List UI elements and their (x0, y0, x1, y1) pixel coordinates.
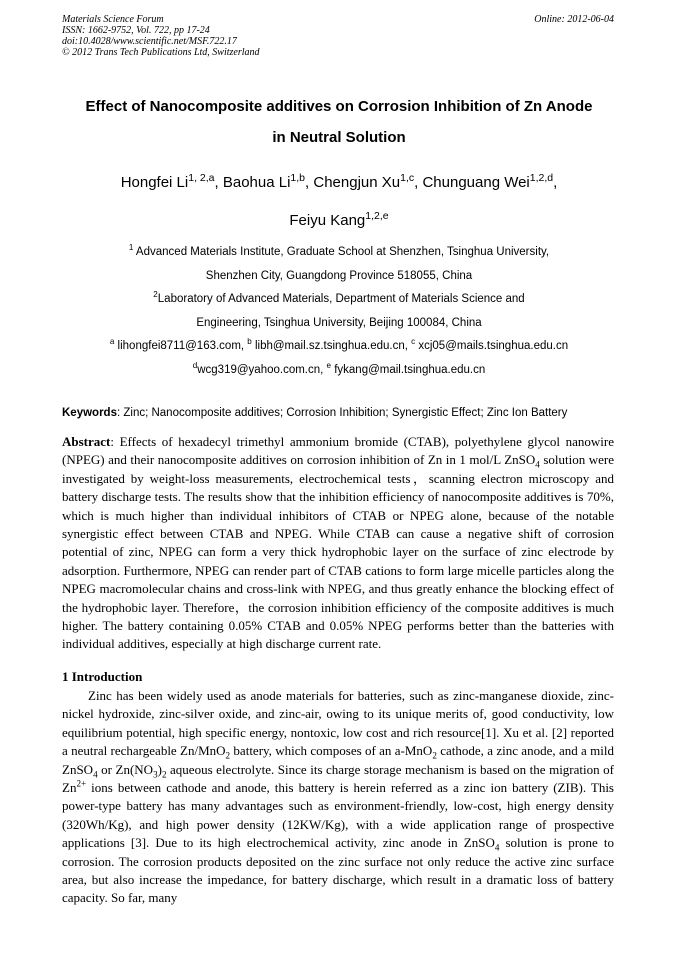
title-line-1: Effect of Nanocomposite additives on Corrosion Inhibition of Zn Anode (85, 98, 593, 115)
abstract-label: Abstract (62, 434, 111, 449)
author-name: Baohua Li (222, 174, 291, 191)
journal-name: Materials Science Forum (62, 14, 164, 25)
author-separator: , (305, 174, 314, 191)
abstract: Abstract: Effects of hexadecyl trimethyl ammonium bromide (CTAB), polyethylene glycol nanowire (NPEG) and their nanocomposite additives on corrosion inhibition of Zn in 1 mol/L ZnSO$_4$ solution were investigated by weight-loss measurements, electrochemical tests，scanning electron microscopy and battery discharge tests. The results show that the inhibition efficiency of nanocomposite additives is 70%, which is much higher than individual inhibitors of CTAB or NPEG alone, because of the notable synergistic effect between CTAB and NPEG. While CTAB can cause a negative shift of corrosion potential of zinc, NPEG can form a very thick hydrophobic layer on the surface of zinc electrode by adsorption. Furthermore, NPEG can render part of CTAB cations to form large micelle particles along the NPEG macromolecular chains and cross-link with NPEG, and thus greatly enhance the blocking effect of the hydrophobic layer. Therefore，the corrosion inhibition efficiency of the composite additives is much higher. The battery containing 0.05% CTAB and 0.05% NPEG performs better than the batteries with individual additives, especially at high discharge current rate. (62, 434, 615, 652)
introduction-paragraph: Zinc has been widely used as anode materials for batteries, such as zinc-manganese dioxide, zinc-nickel hydroxide, zinc-silver oxide, and zinc-air, owing to its unique merits of, good conductivity, low equilibrium potential, high specific energy, nontoxic, low cost and rich resource[1]. Xu et al. [2] reported a neutral rechargeable Zn/MnO$_2$ battery, which composes of an a-MnO$_2$ cathode, a zinc anode, and a mild ZnSO$_4$ or $Zn(NO_3)_2$ aqueous electrolyte. Since its charge storage mechanism is based on the migration of $Zn^{2+}$ ions between cathode and anode, this battery is herein referred as a zinc ion battery (ZIB). This power-type battery has many advantages such as environment-friendly, low-cost, high energy density (320Wh/Kg), and high power density (12KW/Kg), with a wide application range of prospective applications [3]. Due to its high electrochemical activity, zinc anode in ZnSO$_4$ solution is prone to corrosion. The corrosion products deposited on the zinc surface not only reduce the active zinc surface area, but also increase the impedance, for battery discharge, which result in a dramatic loss of battery capacity. So far, many (62, 688, 614, 906)
affiliation-2-line-1: $^2$Laboratory of Advanced Materials, Department of Materials Science and (153, 290, 525, 305)
affiliation-1-line-2: Shenzhen City, Guangdong Province 518055, China (205, 269, 473, 282)
email-line-2: $^d$wcg319@yahoo.com.cn, $^e$ fykang@mail.tsinghua.edu.cn (192, 360, 486, 376)
section-heading-introduction: 1 Introduction (62, 669, 143, 684)
author-line-2 (40, 202, 638, 240)
email-link[interactable]: wcg319@yahoo.com.cn, (197, 363, 327, 376)
author-affil-mark: 1,b (290, 172, 306, 184)
copyright-line: © 2012 Trans Tech Publications Ltd, Switzerland (62, 47, 260, 58)
issn-line: ISSN: 1662-9752, Vol. 722, pp 17-24 (62, 25, 210, 36)
keywords (62, 406, 622, 421)
journal-header (62, 14, 462, 58)
email-link[interactable]: xcj05@mails.tsinghua.edu.cn (415, 340, 569, 352)
doi-line[interactable]: doi:10.4028/www.scientific.net/MSF.722.17 (62, 36, 237, 47)
author-separator: , (414, 174, 423, 191)
author-affil-mark: 1,c (400, 172, 415, 184)
author-list (40, 164, 638, 240)
keywords-label: Keywords (62, 407, 117, 419)
affiliations (40, 241, 638, 382)
affiliation-1-line-1: $^1$ Advanced Materials Institute, Graduate School at Shenzhen, Tsinghua University, (128, 243, 550, 258)
online-date: Online: 2012-06-04 (534, 14, 614, 25)
keywords-text: : Zinc; Nanocomposite additives; Corrosion Inhibition; Synergistic Effect; Zinc Ion Battery (116, 407, 568, 419)
title-line-2: in Neutral Solution (272, 129, 406, 146)
author-affil-mark: 1,2,e (365, 210, 389, 222)
author-name: Chengjun Xu (313, 174, 401, 191)
author-affil-mark: 1,2,d (529, 172, 554, 184)
author-separator: , (553, 174, 558, 191)
email-link[interactable]: fykang@mail.tsinghua.edu.cn (331, 363, 486, 376)
author-name: Chunguang Wei (422, 174, 530, 191)
email-link[interactable]: libh@mail.sz.tsinghua.edu.cn, (251, 340, 412, 352)
paper-title (40, 91, 638, 153)
author-affil-mark: 1, 2,a (188, 172, 215, 184)
email-line-1: $^a$ lihongfei8711@163.com, $^b$ libh@mail.sz.tsinghua.edu.cn, $^c$ xcj05@mails.tsinghua.edu.cn (109, 337, 569, 352)
author-line-1 (40, 164, 638, 202)
affiliation-2-line-2: Engineering, Tsinghua University, Beijing 100084, China (196, 316, 482, 329)
author-name: Hongfei Li (120, 174, 189, 191)
author-separator: , (214, 174, 223, 191)
email-link[interactable]: lihongfei8711@163.com, (114, 340, 248, 352)
author-name: Feiyu Kang (289, 212, 366, 229)
